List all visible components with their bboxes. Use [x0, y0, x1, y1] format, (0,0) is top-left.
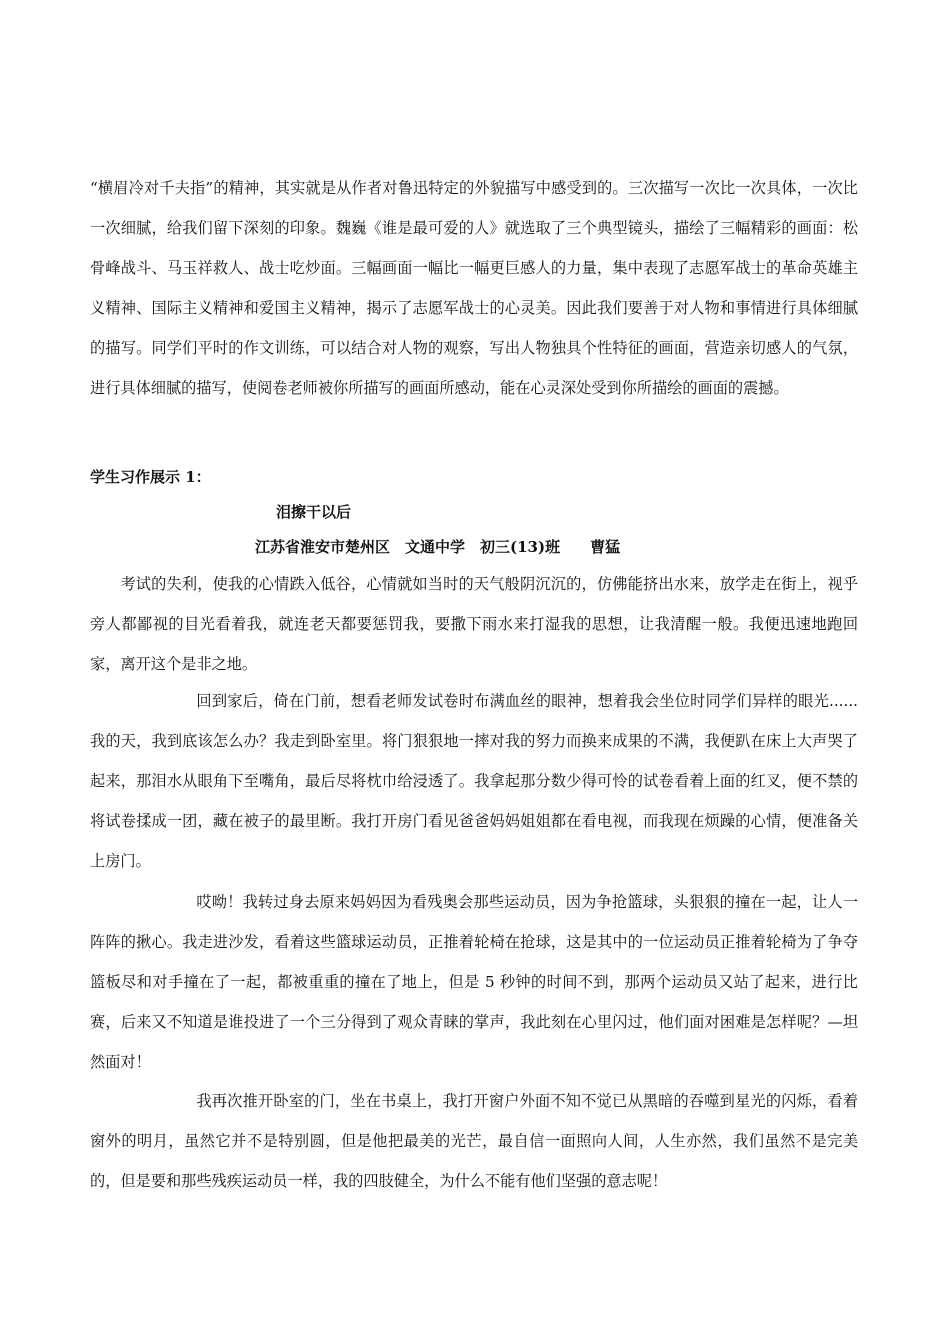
essay-paragraph-2: 回到家后，倚在门前，想看老师发试卷时布满血丝的眼神，想着我会坐位时同学们异样的眼光......我的天，我到底该怎么办？我走到卧室里。将门狠狠地一摔对我的努力而换来成果的不满，我便趴在床上大声哭了起来，那泪水从眼角下至嘴角，最后尽将枕巾给浸透了。我拿起那分数少得可怜的试卷看着上面的红叉，便不禁的将试卷揉成一团，藏在被子的最里断。我打开房门看见爸爸妈妈姐姐都在看电视，而我现在烦躁的心情，便准备关上房门。 — [90, 692, 858, 870]
author-line: 江苏省淮安市楚州区 文通中学 初三(13)班 曹猛 — [255, 538, 621, 556]
essay-title: 泪擦干以后 — [276, 503, 352, 521]
essay-paragraph-1: 考试的失利，使我的心情跌入低谷，心情就如当时的天气般阴沉沉的，仿佛能挤出水来，放学走在街上，视乎旁人都鄙视的目光看着我，就连老天都要惩罚我，要撒下雨水来打湿我的思想，让我清醒一般。我便迅速地跑回家，离开这个是非之地。 — [90, 575, 858, 673]
section-label: 学生习作展示 1： — [90, 468, 211, 486]
essay-paragraph-4: 我再次推开卧室的门，坐在书桌上，我打开窗户外面不知不觉已从黑暗的吞噬到星光的闪烁，看着窗外的明月，虽然它并不是特别圆，但是他把最美的光芒，最自信一面照向人间，人生亦然，我们虽然不是完美的，但是要和那些残疾运动员一样，我的四肢健全，为什么不能有他们坚强的意志呢！ — [90, 1092, 858, 1190]
essay-paragraph-3: 哎呦！我转过身去原来妈妈因为看残奥会那些运动员，因为争抢篮球，头狠狠的撞在一起，让人一阵阵的揪心。我走进沙发，看着这些篮球运动员，正推着轮椅在抢球，这是其中的一位运动员正推着轮椅为了争夺篮板尽和对手撞在了一起，都被重重的撞在了地上，但是 5 秒钟的时间不到，那两个运动员又站了起来，进行比赛，后来又不知道是谁投进了一个三分得到了观众青睐的掌声，我此刻在心里闪过，他们面对困难是怎样呢？—坦然面对！ — [90, 893, 858, 1071]
intro-paragraph: “横眉冷对千夫指”的精神，其实就是从作者对鲁迅特定的外貌描写中感受到的。三次描写一次比一次具体，一次比一次细腻，给我们留下深刻的印象。魏巍《谁是最可爱的人》就选取了三个典型镜头，描绘了三幅精彩的画面：松骨峰战斗、马玉祥救人、战士吃炒面。三幅画面一幅比一幅更巨感人的力量，集中表现了志愿军战士的革命英雄主义精神、国际主义精神和爱国主义精神，揭示了志愿军战士的心灵美。因此我们要善于对人物和事情进行具体细腻的描写。同学们平时的作文训练，可以结合对人物的观察，写出人物独具个性特征的画面，营造亲切感人的气氛，进行具体细腻的描写，使阅卷老师被你所描写的画面所感动，能在心灵深处受到你所描绘的画面的震撼。 — [90, 179, 858, 397]
